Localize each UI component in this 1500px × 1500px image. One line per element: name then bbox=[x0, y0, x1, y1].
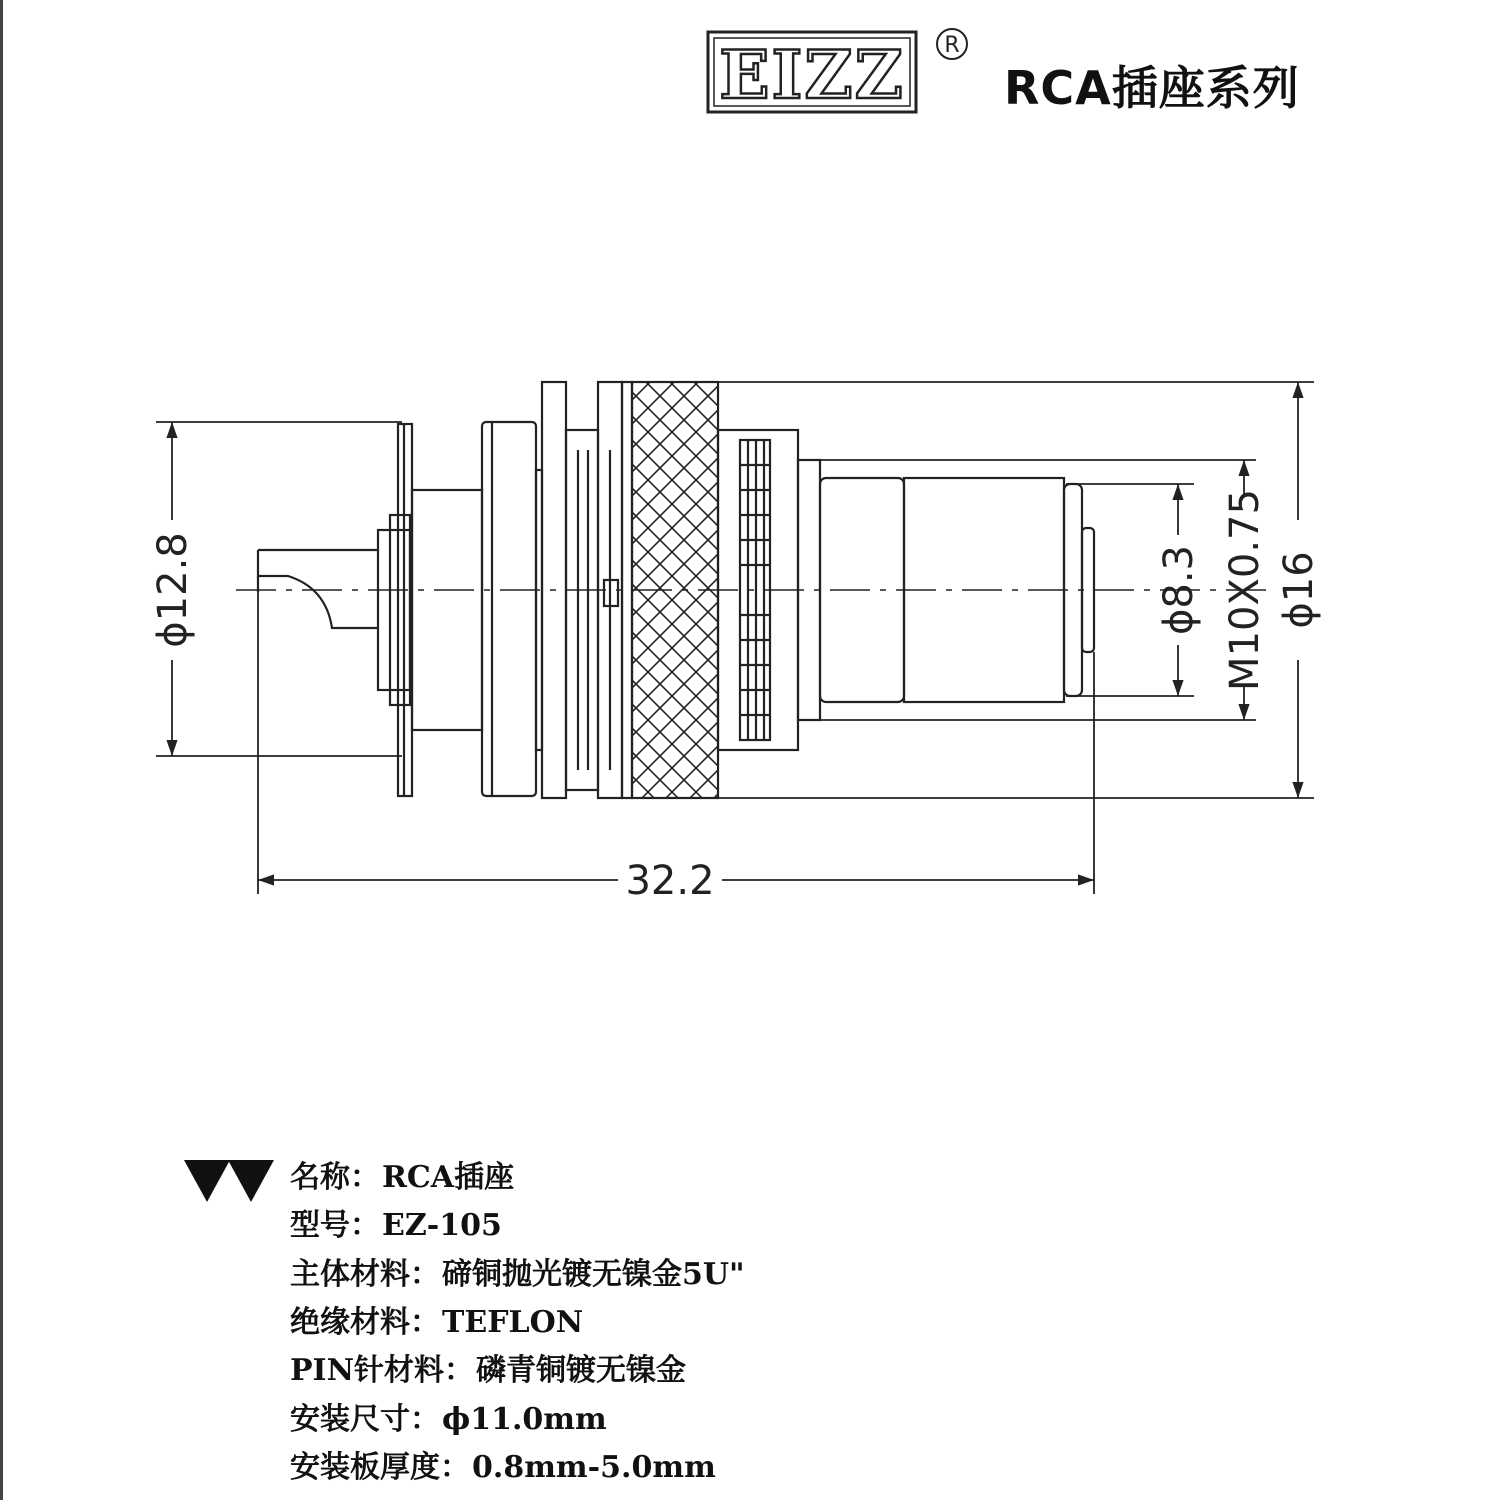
solder-tail bbox=[258, 550, 378, 628]
page-title: RCA插座系列 bbox=[1004, 61, 1300, 115]
dim-body-diameter: ϕ8.3 bbox=[1156, 545, 1202, 635]
triangle-bullet-icon bbox=[184, 1160, 276, 1202]
registered-mark: R bbox=[944, 33, 960, 58]
inner-sleeve bbox=[412, 490, 482, 730]
spec-mounting-size: 安装尺寸：ϕ11.0mm bbox=[290, 1402, 607, 1437]
spec-pin-material: PIN针材料：磷青铜镀无镍金 bbox=[290, 1353, 687, 1388]
spec-body-material: 主体材料：碲铜抛光镀无镍金5U" bbox=[290, 1257, 745, 1292]
washer bbox=[482, 422, 536, 796]
spec-panel-thickness: 安装板厚度：0.8mm-5.0mm bbox=[290, 1450, 716, 1485]
dim-thread: M10X0.75 bbox=[1222, 489, 1268, 691]
dim-nut-diameter: ϕ16 bbox=[1276, 551, 1322, 629]
rear-insulator bbox=[378, 530, 410, 690]
dim-panel-diameter: ϕ12.8 bbox=[150, 532, 196, 648]
dim-length: 32.2 bbox=[625, 858, 715, 904]
spec-insulation-material: 绝缘材料：TEFLON bbox=[290, 1305, 584, 1340]
spec-model: 型号：EZ-105 bbox=[290, 1208, 502, 1243]
logo-text: EIZZ bbox=[719, 36, 905, 114]
spec-name: 名称：RCA插座 bbox=[290, 1160, 515, 1195]
